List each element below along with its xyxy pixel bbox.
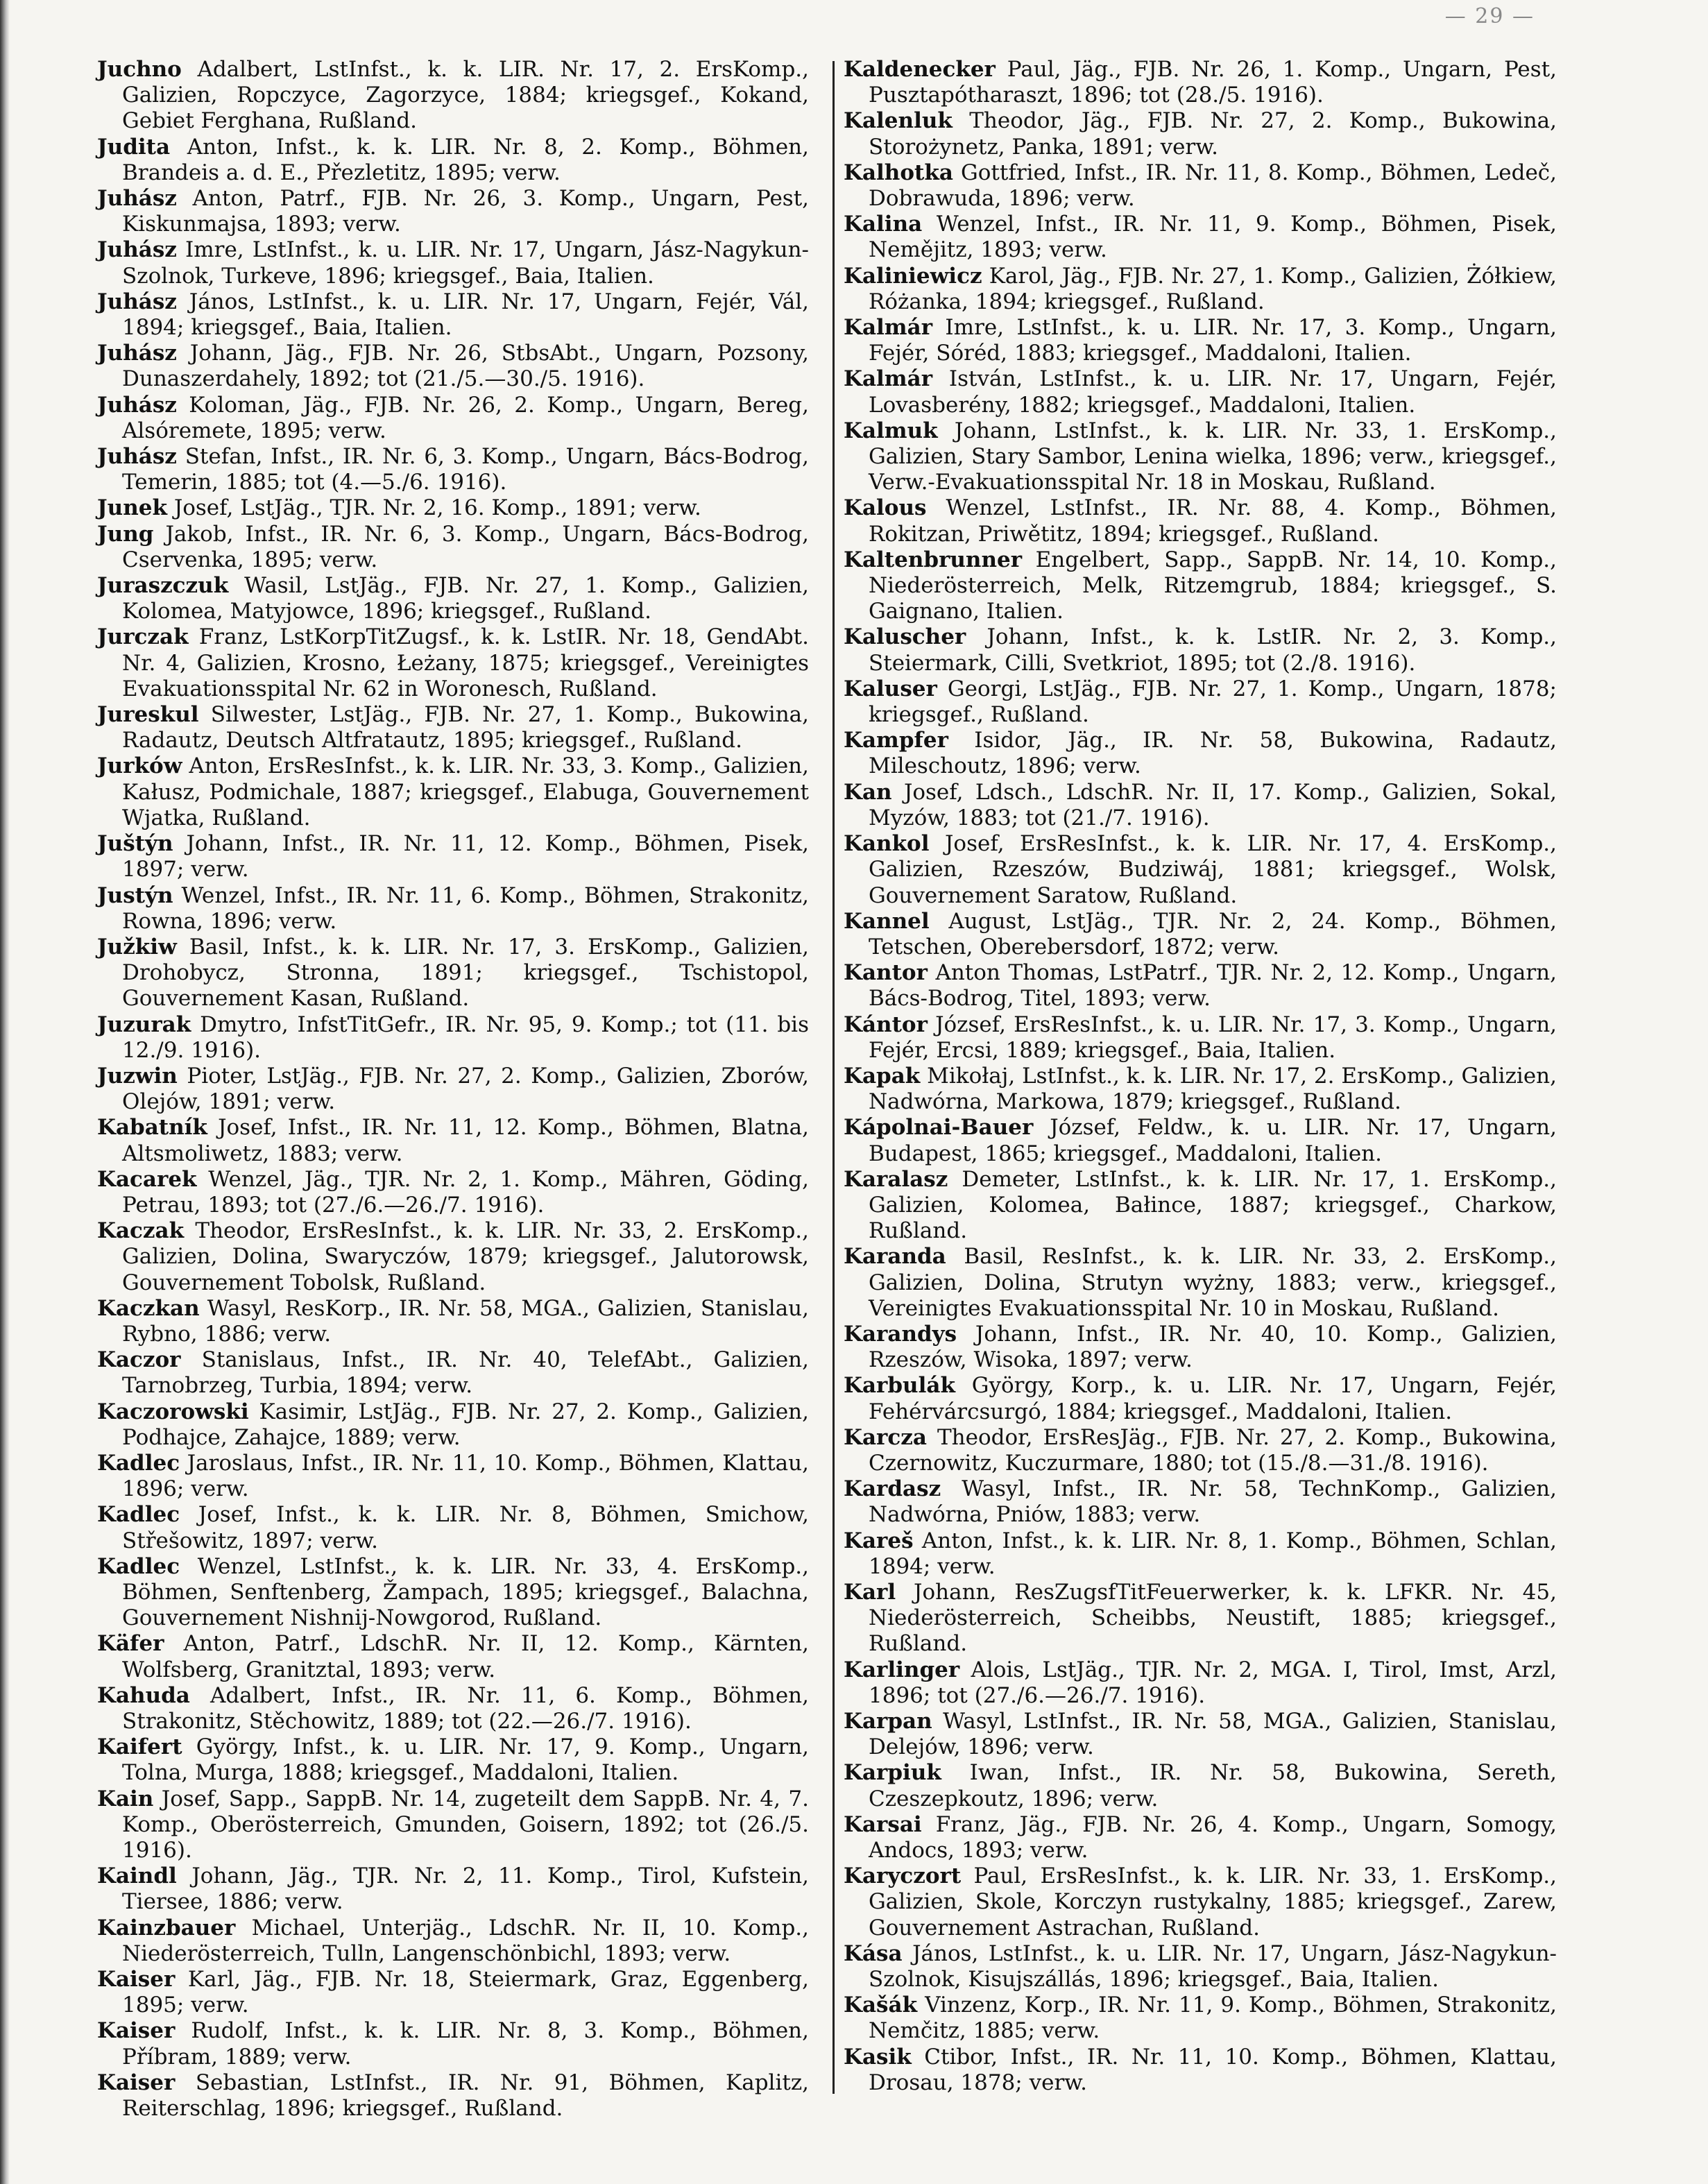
entry-surname: Kántor xyxy=(844,1012,928,1037)
entry-surname: Kalmár xyxy=(844,315,933,341)
entry-details: György, Infst., k. u. LIR. Nr. 17, 9. Komp., Ungarn, Tolna, Murga, 1888; kriegsgef., Maddaloni, Italien. xyxy=(122,1734,810,1786)
entry-details: Theodor, ErsResInfst., k. k. LIR. Nr. 33, 2. ErsKomp., Galizien, Dolina, Swaryczów, 1879; kriegsgef., Jalutorowsk, Gouvernement Tobolsk, Rußland. xyxy=(122,1218,809,1295)
entry-details: Wenzel, Infst., IR. Nr. 11, 9. Komp., Böhmen, Pisek, Nemějitz, 1893; verw. xyxy=(869,212,1557,263)
entry-details: Josef, Infst., k. k. LIR. Nr. 8, Böhmen, Smichow, Střešowitz, 1897; verw. xyxy=(122,1502,810,1553)
entry-details: Alois, LstJäg., TJR. Nr. 2, MGA. I, Tirol, Imst, Arzl, 1896; tot (27./6.—26./7. 1916). xyxy=(869,1657,1557,1708)
entry-details: Anton Thomas, LstPatrf., TJR. Nr. 2, 12. Komp., Ungarn, Bács-Bodrog, Titel, 1893; verw. xyxy=(869,960,1557,1012)
casualty-entry xyxy=(97,1967,809,2018)
page-number: — 29 — xyxy=(1444,4,1535,28)
entry-surname: Karanda xyxy=(844,1244,946,1270)
casualty-entry xyxy=(97,2018,809,2070)
casualty-entry xyxy=(844,547,1557,625)
casualty-entry xyxy=(97,624,809,702)
casualty-entry xyxy=(844,1580,1557,1657)
entry-surname: Junek xyxy=(97,495,167,521)
entry-details: György, Korp., k. u. LIR. Nr. 17, Ungarn, Fejér, Fehérvárcsurgó, 1884; kriegsgef., Maddaloni, Italien. xyxy=(869,1373,1557,1424)
casualty-entry xyxy=(844,831,1557,909)
entry-surname: Kankol xyxy=(844,831,930,857)
casualty-entry xyxy=(97,1554,809,1632)
casualty-entry xyxy=(844,212,1557,263)
casualty-entry xyxy=(97,1786,809,1864)
casualty-entry xyxy=(844,728,1557,779)
casualty-entry xyxy=(844,676,1557,728)
casualty-entry xyxy=(844,1373,1557,1424)
entry-surname: Juhász xyxy=(97,341,177,366)
casualty-entry xyxy=(844,315,1557,366)
casualty-entry xyxy=(844,1115,1557,1166)
entry-surname: Kaluscher xyxy=(844,624,966,650)
entry-details: Silwester, LstJäg., FJB. Nr. 27, 1. Komp., Bukowina, Radautz, Deutsch Altfratautz, 1895; kriegsgef., Rußland. xyxy=(122,702,809,753)
casualty-entry xyxy=(844,1863,1557,1941)
entry-details: Josef, ErsResInfst., k. k. LIR. Nr. 17, 4. ErsKomp., Galizien, Rzeszów, Budziwáj, 1881; kriegsgef., Wolsk, Gouvernement Saratow, Rußland. xyxy=(869,831,1557,908)
casualty-entry xyxy=(844,1528,1557,1580)
entry-details: Josef, LstJäg., TJR. Nr. 2, 16. Komp., 1891; verw. xyxy=(173,495,701,521)
entry-surname: Kapak xyxy=(844,1063,921,1089)
entry-details: Wasyl, Infst., IR. Nr. 58, TechnKomp., Galizien, Nadwórna, Pniów, 1883; verw. xyxy=(869,1476,1557,1528)
entry-details: Josef, Infst., IR. Nr. 11, 12. Komp., Böhmen, Blatna, Altsmoliwetz, 1883; verw. xyxy=(122,1115,810,1166)
entry-surname: Kašák xyxy=(844,1993,918,2018)
entry-surname: Karpiuk xyxy=(844,1760,941,1786)
casualty-entry xyxy=(844,1244,1557,1322)
entry-details: Theodor, ErsResJäg., FJB. Nr. 27, 2. Komp., Bukowina, Czernowitz, Kuczurmare, 1880; tot (15./8.—31./8. 1916). xyxy=(869,1424,1557,1476)
casualty-entry xyxy=(97,289,809,341)
casualty-entry xyxy=(97,1064,809,1115)
entry-surname: Kalina xyxy=(844,212,923,237)
entry-surname: Kardasz xyxy=(844,1476,941,1502)
casualty-entry xyxy=(97,522,809,573)
casualty-entry xyxy=(97,1631,809,1682)
entry-details: József, ErsResInfst., k. u. LIR. Nr. 17, 3. Komp., Ungarn, Fejér, Ercsi, 1889; kriegsgef., Baia, Italien. xyxy=(869,1012,1557,1063)
entry-details: István, LstInfst., k. u. LIR. Nr. 17, Ungarn, Fejér, Lovasberény, 1882; kriegsgef., Maddaloni, Italien. xyxy=(869,366,1557,418)
entry-details: Koloman, Jäg., FJB. Nr. 26, 2. Komp., Ungarn, Bereg, Alsóremete, 1895; verw. xyxy=(122,392,809,443)
entry-surname: Kalmuk xyxy=(844,418,938,443)
casualty-entry xyxy=(844,960,1557,1012)
entry-surname: Käfer xyxy=(97,1631,164,1657)
entry-details: Vinzenz, Korp., IR. Nr. 11, 9. Komp., Böhmen, Strakonitz, Nemčitz, 1885; verw. xyxy=(869,1993,1557,2044)
casualty-entry xyxy=(844,1064,1557,1115)
entry-details: János, LstInfst., k. u. LIR. Nr. 17, Ungarn, Fejér, Vál, 1894; kriegsgef., Baia, Italien. xyxy=(122,289,809,341)
entry-details: August, LstJäg., TJR. Nr. 2, 24. Komp., Böhmen, Tetschen, Oberebersdorf, 1872; verw. xyxy=(869,908,1557,959)
casualty-entry xyxy=(844,57,1557,108)
casualty-entry xyxy=(97,495,809,521)
casualty-entry xyxy=(844,366,1557,418)
casualty-entry xyxy=(97,1296,809,1347)
entry-surname: Kan xyxy=(844,779,892,805)
casualty-entry xyxy=(97,1916,809,1967)
casualty-entry xyxy=(97,1167,809,1218)
casualty-entry xyxy=(844,108,1557,160)
entry-surname: Juhász xyxy=(97,237,177,263)
entry-surname: Kampfer xyxy=(844,728,948,753)
entry-surname: Juzwin xyxy=(97,1063,178,1089)
entry-surname: Kaczak xyxy=(97,1218,185,1244)
casualty-entry xyxy=(844,160,1557,212)
entry-surname: Kahuda xyxy=(97,1682,190,1708)
casualty-entry xyxy=(97,753,809,831)
entry-surname: Juzurak xyxy=(97,1012,191,1037)
entry-details: Wasyl, ResKorp., IR. Nr. 58, MGA., Galizien, Stanislau, Rybno, 1886; verw. xyxy=(122,1295,809,1347)
casualty-entry xyxy=(97,393,809,444)
casualty-entry xyxy=(844,1760,1557,1811)
entry-surname: Jurczak xyxy=(97,624,189,650)
entry-details: Wenzel, LstInfst., IR. Nr. 88, 4. Komp., Böhmen, Rokitzan, Priwětitz, 1894; kriegsgef., Rußland. xyxy=(869,495,1557,547)
entry-details: János, LstInfst., k. u. LIR. Nr. 17, Ungarn, Jász-Nagykun-Szolnok, Kisujszállás, 1896; kriegsgef., Baia, Italien. xyxy=(869,1940,1557,1993)
entry-surname: Kadlec xyxy=(97,1450,180,1476)
entry-details: Johann, Infst., k. k. LstIR. Nr. 2, 3. Komp., Steiermark, Cilli, Svetkriot, 1895; tot (2./8. 1916). xyxy=(869,624,1557,676)
entry-surname: Karlinger xyxy=(844,1657,960,1682)
entry-details: Wenzel, Infst., IR. Nr. 11, 6. Komp., Böhmen, Strakonitz, Rowna, 1896; verw. xyxy=(122,882,809,934)
entry-surname: Karcza xyxy=(844,1424,927,1450)
casualty-entry xyxy=(97,1012,809,1064)
entry-details: Anton, Infst., k. k. LIR. Nr. 8, 2. Komp., Böhmen, Brandeis a. d. E., Přezletitz, 1895; verw. xyxy=(122,134,810,185)
entry-details: Iwan, Infst., IR. Nr. 58, Bukowina, Sereth, Czeszepkoutz, 1896; verw. xyxy=(869,1760,1557,1811)
casualty-entry xyxy=(97,883,809,935)
entry-surname: Kalhotka xyxy=(844,160,953,185)
right-column xyxy=(844,57,1557,2156)
entry-surname: Kaczorowski xyxy=(97,1399,249,1424)
entry-details: Anton, Infst., k. k. LIR. Nr. 8, 1. Komp., Böhmen, Schlan, 1894; verw. xyxy=(869,1528,1557,1579)
casualty-entry xyxy=(97,135,809,186)
entry-surname: Kannel xyxy=(844,908,930,934)
entry-surname: Kalous xyxy=(844,495,927,521)
casualty-entry xyxy=(97,1115,809,1166)
casualty-entry xyxy=(97,2070,809,2122)
entry-surname: Kaluser xyxy=(844,676,937,701)
entry-details: Josef, Ldsch., LdschR. Nr. II, 17. Komp., Galizien, Sokal, Myzów, 1883; tot (21./7. 1916). xyxy=(869,779,1557,830)
left-column xyxy=(97,57,809,2156)
entry-details: Engelbert, Sapp., SappB. Nr. 14, 10. Komp., Niederösterreich, Melk, Ritzemgrub, 1884; kriegsgef., S. Gaignano, Italien. xyxy=(869,547,1557,624)
casualty-entry xyxy=(97,1734,809,1786)
entry-surname: Juhász xyxy=(97,392,177,418)
entry-surname: Karbulák xyxy=(844,1373,955,1399)
column-divider xyxy=(832,61,835,2094)
entry-details: Kasimir, LstJäg., FJB. Nr. 27, 2. Komp., Galizien, Podhajce, Zahajce, 1889; verw. xyxy=(122,1399,809,1450)
casualty-entry xyxy=(844,495,1557,547)
casualty-entry xyxy=(97,831,809,882)
casualty-entry xyxy=(844,1657,1557,1709)
entry-surname: Juchno xyxy=(97,57,182,82)
entry-details: Jakob, Infst., IR. Nr. 6, 3. Komp., Ungarn, Bács-Bodrog, Cservenka, 1895; verw. xyxy=(122,521,810,572)
entry-details: Imre, LstInfst., k. u. LIR. Nr. 17, 3. Komp., Ungarn, Fejér, Sóréd, 1883; kriegsgef., Maddaloni, Italien. xyxy=(869,315,1557,366)
entry-details: Johann, LstInfst., k. k. LIR. Nr. 33, 1. ErsKomp., Galizien, Stary Sambor, Lenina wielka, 1896; verw., kriegsgef., Verw.-Evakuationsspital Nr. 18 in Moskau, Rußland. xyxy=(869,418,1557,495)
entry-details: Stanislaus, Infst., IR. Nr. 40, TelefAbt., Galizien, Tarnobrzeg, Turbia, 1894; verw. xyxy=(122,1347,810,1399)
page-binding-shadow xyxy=(0,0,10,2184)
casualty-entry xyxy=(844,1476,1557,1528)
entry-details: Anton, Patrf., LdschR. Nr. II, 12. Komp., Kärnten, Wolfsberg, Granitztal, 1893; verw. xyxy=(122,1631,809,1682)
casualty-entry xyxy=(844,1941,1557,1993)
casualty-entry xyxy=(97,1347,809,1399)
entry-surname: Kaliniewicz xyxy=(844,263,982,289)
entry-surname: Kadlec xyxy=(97,1502,180,1528)
entry-details: Basil, Infst., k. k. LIR. Nr. 17, 3. ErsKomp., Galizien, Drohobycz, Stronna, 1891; kriegsgef., Tschistopol, Gouvernement Kasan, Rußland. xyxy=(122,934,810,1012)
entry-surname: Jung xyxy=(97,521,154,547)
entry-details: Adalbert, LstInfst., k. k. LIR. Nr. 17, 2. ErsKomp., Galizien, Ropczyce, Zagorzyce, 1884; kriegsgef., Kokand, Gebiet Ferghana, Rußland. xyxy=(122,57,809,134)
entry-surname: Kása xyxy=(844,1940,903,1966)
casualty-entry xyxy=(844,780,1557,831)
casualty-entry xyxy=(844,624,1557,676)
entry-surname: Kápolnai-Bauer xyxy=(844,1115,1034,1141)
casualty-entry xyxy=(844,909,1557,960)
entry-details: Johann, Infst., IR. Nr. 11, 12. Komp., Böhmen, Pisek, 1897; verw. xyxy=(122,831,810,882)
entry-surname: Karpan xyxy=(844,1709,932,1734)
entry-details: Franz, Jäg., FJB. Nr. 26, 4. Komp., Ungarn, Somogy, Andocs, 1893; verw. xyxy=(869,1811,1557,1863)
entry-surname: Kainzbauer xyxy=(97,1915,236,1940)
entry-surname: Justýn xyxy=(97,882,173,908)
entry-surname: Kaltenbrunner xyxy=(844,547,1023,572)
casualty-entry xyxy=(97,573,809,624)
entry-details: Adalbert, Infst., IR. Nr. 11, 6. Komp., Böhmen, Strakonitz, Stěchowitz, 1889; tot (22.—26./7. 1916). xyxy=(122,1682,809,1734)
entry-details: Dmytro, InfstTitGefr., IR. Nr. 95, 9. Komp.; tot (11. bis 12./9. 1916). xyxy=(122,1012,809,1063)
entry-details: Georgi, LstJäg., FJB. Nr. 27, 1. Komp., Ungarn, 1878; kriegsgef., Rußland. xyxy=(869,676,1557,728)
entry-surname: Juhász xyxy=(97,444,177,470)
entry-details: Isidor, Jäg., IR. Nr. 58, Bukowina, Radautz, Mileschoutz, 1896; verw. xyxy=(869,728,1557,779)
entry-details: Franz, LstKorpTitZugsf., k. k. LstIR. Nr. 18, GendAbt. Nr. 4, Galizien, Krosno, Łeżany, 1875; kriegsgef., Vereinigtes Evakuationsspital Nr. 62 in Woronesch, Rußland. xyxy=(122,624,809,701)
entry-surname: Karyczort xyxy=(844,1863,962,1889)
entry-details: Anton, ErsResInfst., k. k. LIR. Nr. 33, 3. Komp., Galizien, Kałusz, Podmichale, 1887; kriegsgef., Elabuga, Gouvernement Wjatka, Rußland. xyxy=(122,753,809,830)
entry-surname: Kaiser xyxy=(97,2070,176,2095)
entry-surname: Jureskul xyxy=(97,702,199,728)
entry-details: Rudolf, Infst., k. k. LIR. Nr. 8, 3. Komp., Böhmen, Příbram, 1889; verw. xyxy=(122,2018,810,2070)
entry-surname: Kadlec xyxy=(97,1553,180,1579)
casualty-entry xyxy=(844,264,1557,315)
entry-surname: Juštýn xyxy=(97,831,173,857)
casualty-entry xyxy=(844,418,1557,496)
entry-details: Josef, Sapp., SappB. Nr. 14, zugeteilt dem SappB. Nr. 4, 7. Komp., Oberösterreich, Gmunden, Goisern, 1892; tot (26./5. 1916). xyxy=(122,1786,809,1863)
entry-surname: Karalasz xyxy=(844,1166,948,1192)
entry-surname: Kantor xyxy=(844,960,928,986)
entry-surname: Kasik xyxy=(844,2044,912,2070)
entry-surname: Kareš xyxy=(844,1528,914,1553)
entry-details: Paul, Jäg., FJB. Nr. 26, 1. Komp., Ungarn, Pest, Pusztapótharaszt, 1896; tot (28./5. 1916). xyxy=(869,57,1557,108)
entry-details: Sebastian, LstInfst., IR. Nr. 91, Böhmen, Kaplitz, Reiterschlag, 1896; kriegsgef., Rußland. xyxy=(122,2070,810,2122)
entry-details: Wasil, LstJäg., FJB. Nr. 27, 1. Komp., Galizien, Kolomea, Matyjowce, 1896; kriegsgef., Rußland. xyxy=(122,573,810,624)
entry-details: Gottfried, Infst., IR. Nr. 11, 8. Komp., Böhmen, Ledeč, Dobrawuda, 1896; verw. xyxy=(869,160,1557,212)
entry-details: Michael, Unterjäg., LdschR. Nr. II, 10. Komp., Niederösterreich, Tulln, Langenschönbichl, 1893; verw. xyxy=(122,1915,809,1966)
entry-surname: Kaczor xyxy=(97,1347,181,1373)
entry-details: Wasyl, LstInfst., IR. Nr. 58, MGA., Galizien, Stanislau, Delejów, 1896; verw. xyxy=(869,1709,1557,1760)
entry-details: Wenzel, Jäg., TJR. Nr. 2, 1. Komp., Mähren, Göding, Petrau, 1893; tot (27./6.—26./7. 1916). xyxy=(122,1166,809,1218)
entry-surname: Jurków xyxy=(97,753,182,779)
entry-surname: Karsai xyxy=(844,1811,922,1837)
casualty-entry xyxy=(97,702,809,753)
entry-details: József, Feldw., k. u. LIR. Nr. 17, Ungarn, Budapest, 1865; kriegsgef., Maddaloni, Italien. xyxy=(869,1115,1557,1166)
entry-details: Johann, Jäg., TJR. Nr. 2, 11. Komp., Tirol, Kufstein, Tiersee, 1886; verw. xyxy=(122,1863,810,1915)
entry-surname: Južkiw xyxy=(97,934,177,959)
entry-surname: Juhász xyxy=(97,186,177,212)
entry-surname: Karl xyxy=(844,1579,896,1605)
entry-surname: Kaiser xyxy=(97,1967,176,1993)
entry-surname: Juhász xyxy=(97,289,177,314)
entry-surname: Kaldenecker xyxy=(844,57,996,82)
entry-surname: Kacarek xyxy=(97,1166,197,1192)
casualty-entry xyxy=(844,2045,1557,2096)
entry-surname: Kain xyxy=(97,1786,154,1811)
entry-details: Anton, Patrf., FJB. Nr. 26, 3. Komp., Ungarn, Pest, Kiskunmajsa, 1893; verw. xyxy=(122,186,810,237)
casualty-entry xyxy=(844,1167,1557,1245)
entry-details: Paul, ErsResInfst., k. k. LIR. Nr. 33, 1. ErsKomp., Galizien, Skole, Korczyn rustykalny, 1885; kriegsgef., Zarew, Gouvernement Astrachan, Rußland. xyxy=(869,1863,1557,1940)
casualty-entry xyxy=(97,1863,809,1915)
entry-surname: Kaczkan xyxy=(97,1295,200,1321)
entry-details: Johann, Jäg., FJB. Nr. 26, StbsAbt., Ungarn, Pozsony, Dunaszerdahely, 1892; tot (21./5.—30./5. 1916). xyxy=(122,341,810,392)
entry-surname: Kaiser xyxy=(97,2018,176,2044)
entry-details: Theodor, Jäg., FJB. Nr. 27, 2. Komp., Bukowina, Storożynetz, Panka, 1891; verw. xyxy=(869,108,1557,160)
entry-details: Johann, Infst., IR. Nr. 40, 10. Komp., Galizien, Rzeszów, Wisoka, 1897; verw. xyxy=(869,1321,1557,1373)
entry-details: Mikołaj, LstInfst., k. k. LIR. Nr. 17, 2. ErsKomp., Galizien, Nadwórna, Markowa, 1879; kriegsgef., Rußland. xyxy=(869,1063,1557,1115)
casualty-entry xyxy=(97,57,809,135)
casualty-entry xyxy=(97,1683,809,1734)
casualty-entry xyxy=(844,1812,1557,1863)
entry-details: Stefan, Infst., IR. Nr. 6, 3. Komp., Ungarn, Bács-Bodrog, Temerin, 1885; tot (4.—5./6. 1916). xyxy=(122,444,809,495)
casualty-entry xyxy=(97,1399,809,1451)
entry-surname: Kabatník xyxy=(97,1115,207,1141)
entry-details: Karol, Jäg., FJB. Nr. 27, 1. Komp., Galizien, Żółkiew, Różanka, 1894; kriegsgef., Rußland. xyxy=(869,263,1557,314)
casualty-entry xyxy=(97,1502,809,1553)
entry-surname: Judita xyxy=(97,134,171,160)
entry-surname: Kaifert xyxy=(97,1734,182,1760)
entry-details: Pioter, LstJäg., FJB. Nr. 27, 2. Komp., Galizien, Zborów, Olejów, 1891; verw. xyxy=(122,1063,809,1115)
entry-details: Karl, Jäg., FJB. Nr. 18, Steiermark, Graz, Eggenberg, 1895; verw. xyxy=(122,1967,809,2018)
casualty-entry xyxy=(844,1012,1557,1064)
casualty-entry xyxy=(97,186,809,237)
casualty-entry xyxy=(844,1709,1557,1760)
entry-surname: Kaindl xyxy=(97,1863,177,1889)
casualty-entry xyxy=(97,444,809,495)
casualty-entry xyxy=(97,341,809,392)
entry-surname: Juraszczuk xyxy=(97,573,229,599)
entry-surname: Karandys xyxy=(844,1321,957,1347)
casualty-entry xyxy=(97,935,809,1012)
entry-details: Ctibor, Infst., IR. Nr. 11, 10. Komp., Böhmen, Klattau, Drosau, 1878; verw. xyxy=(869,2044,1557,2095)
casualty-entry xyxy=(844,1425,1557,1476)
casualty-entry xyxy=(97,237,809,289)
casualty-entry xyxy=(97,1451,809,1502)
entry-details: Johann, ResZugsfTitFeuerwerker, k. k. LFKR. Nr. 45, Niederösterreich, Scheibbs, Neustift, 1885; kriegsgef., Rußland. xyxy=(869,1579,1557,1657)
casualty-entry xyxy=(97,1218,809,1296)
entry-details: Basil, ResInfst., k. k. LIR. Nr. 33, 2. ErsKomp., Galizien, Dolina, Strutyn wyżny, 1883; verw., kriegsgef., Vereinigtes Evakuationsspital Nr. 10 in Moskau, Rußland. xyxy=(869,1244,1557,1321)
casualty-entry xyxy=(844,1993,1557,2044)
entry-surname: Kalenluk xyxy=(844,108,953,134)
entry-details: Jaroslaus, Infst., IR. Nr. 11, 10. Komp., Böhmen, Klattau, 1896; verw. xyxy=(122,1450,809,1502)
entry-surname: Kalmár xyxy=(844,366,933,392)
entry-details: Demeter, LstInfst., k. k. LIR. Nr. 17, 1. ErsKomp., Galizien, Kolomea, Bałince, 1887; kriegsgef., Charkow, Rußland. xyxy=(869,1166,1557,1244)
casualty-entry xyxy=(844,1322,1557,1373)
entry-details: Wenzel, LstInfst., k. k. LIR. Nr. 33, 4. ErsKomp., Böhmen, Senftenberg, Žampach, 1895; kriegsgef., Balachna, Gouvernement Nishnij-Nowgorod, Rußland. xyxy=(122,1553,809,1631)
entry-details: Imre, LstInfst., k. u. LIR. Nr. 17, Ungarn, Jász-Nagykun-Szolnok, Turkeve, 1896; kriegsgef., Baia, Italien. xyxy=(122,237,810,289)
